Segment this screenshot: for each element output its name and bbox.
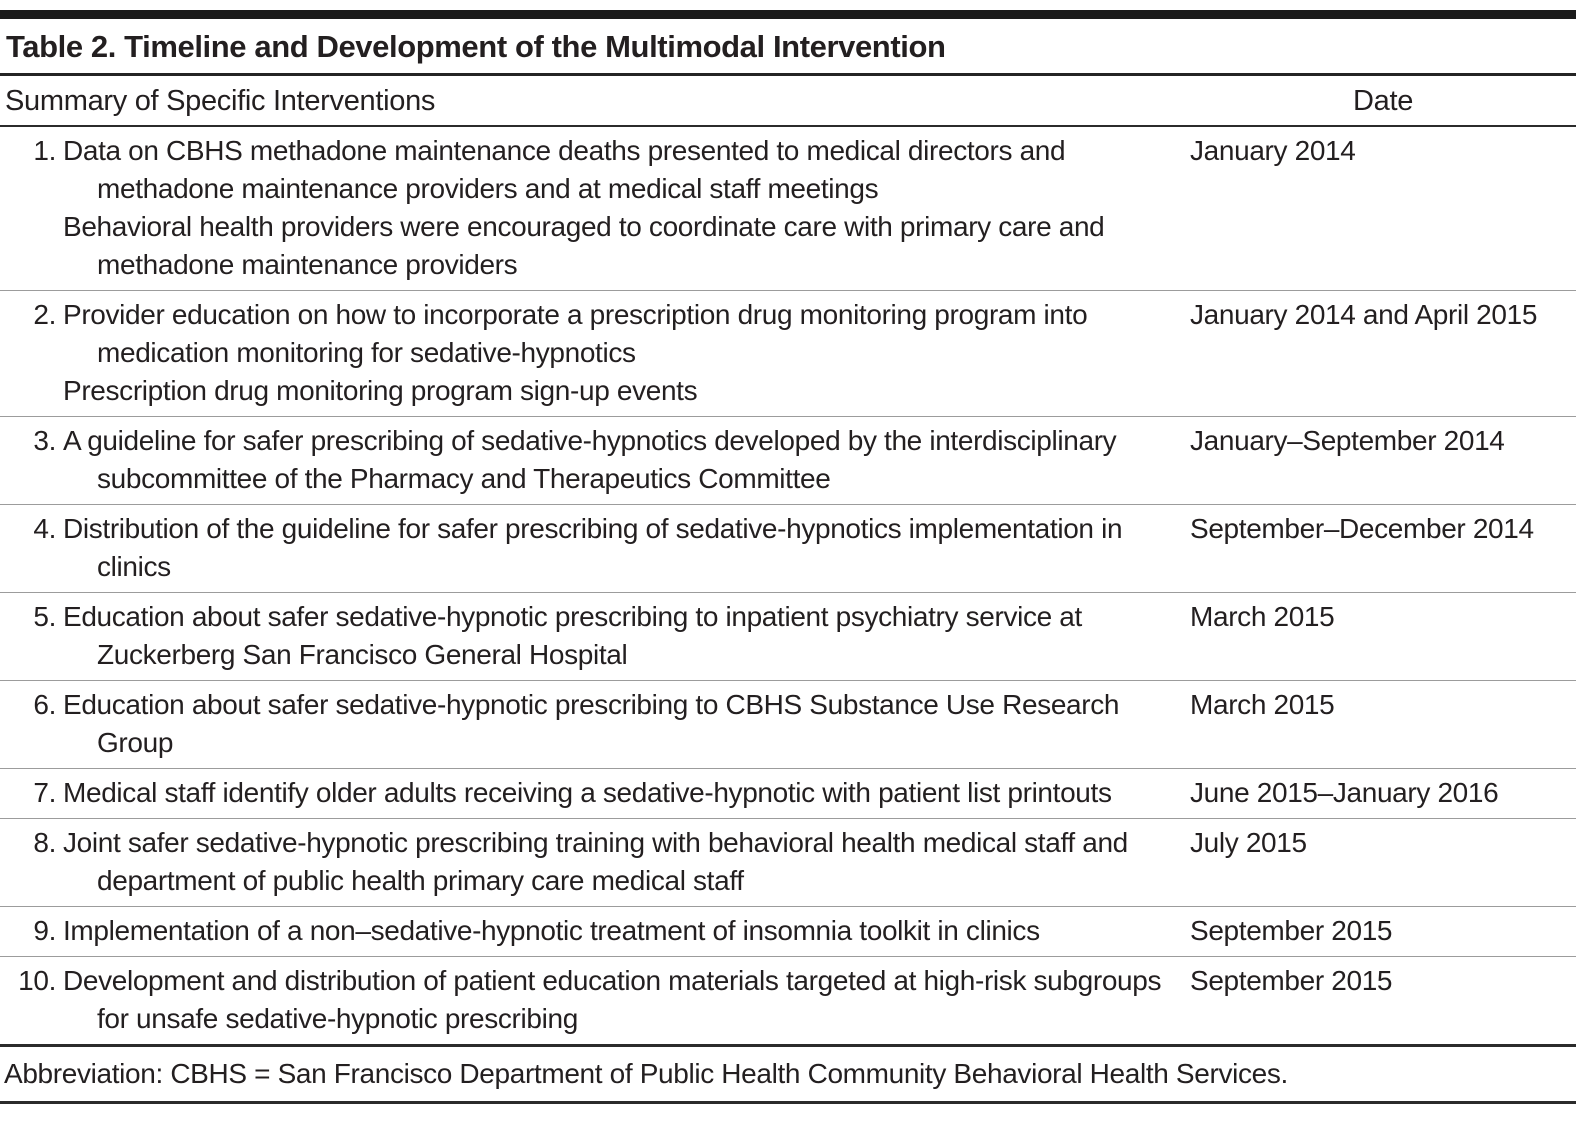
table-body: [0, 127, 1576, 1044]
intervention-paragraph: Joint safer sedative-hypnotic prescribing training with behavioral health medical staff and department of public health primary care medical staff: [63, 827, 1128, 896]
row-number: 10.: [18, 965, 56, 996]
row-intervention-text: [56, 598, 1190, 674]
table-row: [0, 504, 1576, 592]
intervention-paragraph: Medical staff identify older adults receiving a sedative-hypnotic with patient list printouts: [63, 777, 1112, 808]
row-intervention-text: [56, 510, 1190, 586]
table-row: [0, 818, 1576, 906]
row-date: July 2015: [1190, 827, 1307, 858]
row-date: September 2015: [1190, 915, 1393, 946]
row-number: 1.: [33, 135, 56, 166]
intervention-paragraph: A guideline for safer prescribing of sedative-hypnotics developed by the interdisciplinary subcommittee of the Pharmacy and Therapeutics Committee: [63, 425, 1117, 494]
row-date: September 2015: [1190, 965, 1393, 996]
table-row: [0, 956, 1576, 1044]
row-intervention-text: [56, 132, 1190, 284]
row-intervention-text: [56, 912, 1190, 950]
intervention-paragraph: Development and distribution of patient education materials targeted at high-risk subgroups for unsafe sedative-hypnotic prescribing: [63, 965, 1162, 1034]
top-heavy-rule: [0, 10, 1576, 19]
row-date: March 2015: [1190, 689, 1335, 720]
row-number: 6.: [33, 689, 56, 720]
intervention-paragraph: Education about safer sedative-hypnotic prescribing to inpatient psychiatry service at Zuckerberg San Francisco General Hospital: [63, 601, 1082, 670]
intervention-paragraph: Implementation of a non–sedative-hypnotic treatment of insomnia toolkit in clinics: [63, 915, 1040, 946]
row-date: June 2015–January 2016: [1190, 777, 1499, 808]
row-number: 3.: [33, 425, 56, 456]
row-number: 7.: [33, 777, 56, 808]
row-intervention-text: [56, 824, 1190, 900]
table-row: [0, 416, 1576, 504]
row-date: March 2015: [1190, 601, 1335, 632]
column-header-interventions: Summary of Specific Interventions: [5, 85, 436, 117]
intervention-paragraph: Data on CBHS methadone maintenance deaths presented to medical directors and methadone maintenance providers and at medical staff meetings: [63, 135, 1066, 204]
table-row: [0, 680, 1576, 768]
row-intervention-text: [56, 686, 1190, 762]
row-date: January 2014: [1190, 135, 1356, 166]
table-row: [0, 768, 1576, 818]
table-row: [0, 592, 1576, 680]
row-number: 8.: [33, 827, 56, 858]
intervention-paragraph: Distribution of the guideline for safer prescribing of sedative-hypnotics implementation in clinics: [63, 513, 1123, 582]
intervention-paragraph: Provider education on how to incorporate a prescription drug monitoring program into medication monitoring for sedative-hypnotics: [63, 299, 1088, 368]
table-row: [0, 127, 1576, 290]
row-intervention-text: [56, 422, 1190, 498]
bottom-rule: [0, 1101, 1576, 1104]
intervention-paragraph: Education about safer sedative-hypnotic prescribing to CBHS Substance Use Research Group: [63, 689, 1120, 758]
table-row: [0, 906, 1576, 956]
row-date: January–September 2014: [1190, 425, 1505, 456]
table-header-row: [0, 76, 1576, 125]
row-number: 5.: [33, 601, 56, 632]
column-header-date: Date: [1352, 85, 1414, 117]
row-date: September–December 2014: [1190, 513, 1534, 544]
table-footnote: Abbreviation: CBHS = San Francisco Department of Public Health Community Behavioral Health Services.: [4, 1058, 1288, 1089]
table-title: Table 2. Timeline and Development of the Multimodal Intervention: [6, 29, 946, 64]
intervention-paragraph: Prescription drug monitoring program sign-up events: [63, 375, 698, 406]
row-intervention-text: [56, 296, 1190, 410]
row-date: January 2014 and April 2015: [1190, 299, 1538, 330]
row-number: 2.: [33, 299, 56, 330]
table-row: [0, 290, 1576, 416]
row-intervention-text: [56, 962, 1190, 1038]
intervention-paragraph: Behavioral health providers were encouraged to coordinate care with primary care and methadone maintenance providers: [63, 211, 1105, 280]
row-number: 9.: [33, 915, 56, 946]
row-number: 4.: [33, 513, 56, 544]
row-intervention-text: [56, 774, 1190, 812]
